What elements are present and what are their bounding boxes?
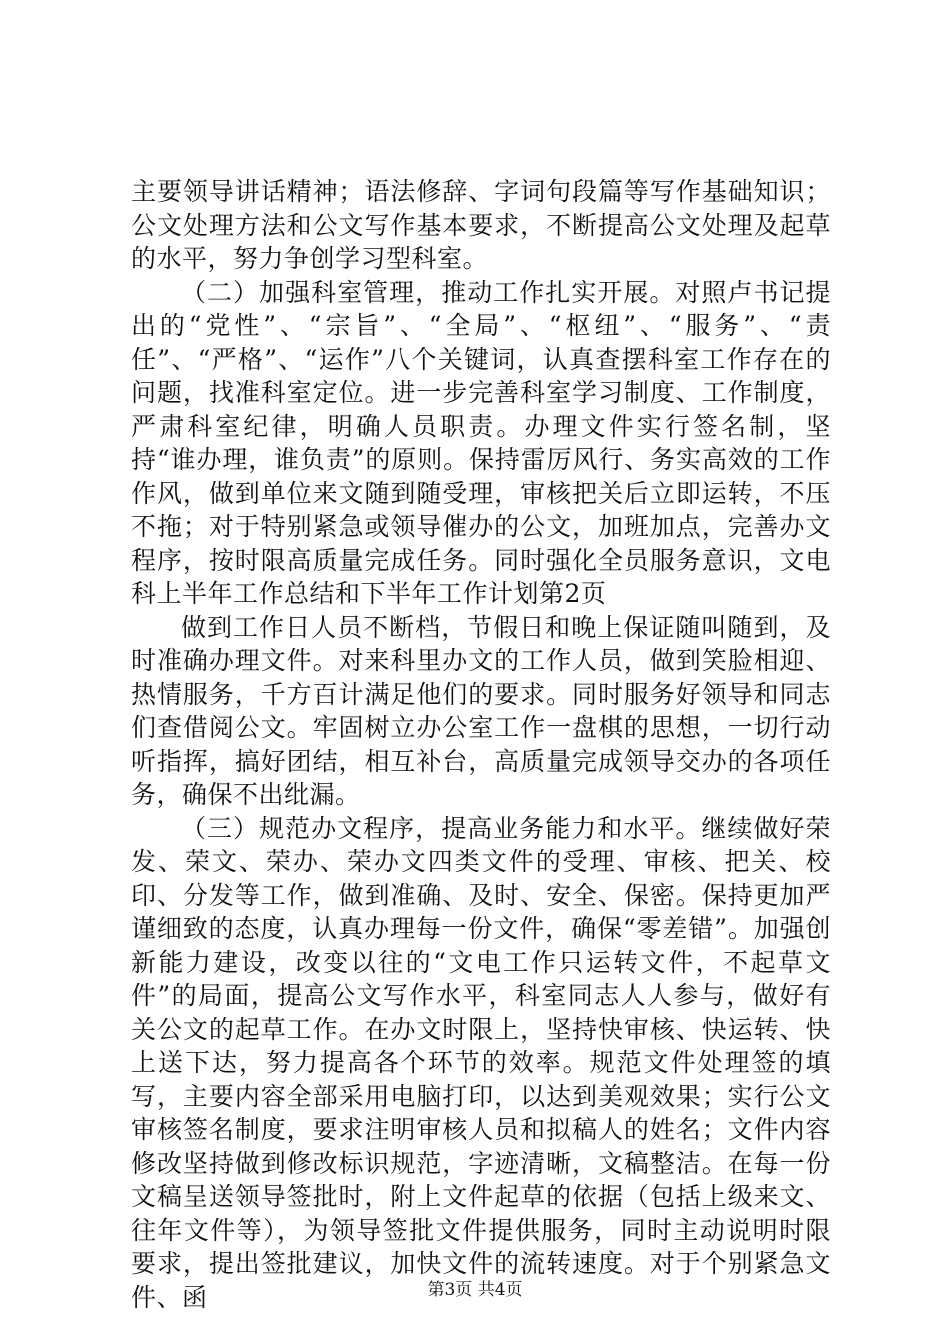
page-footer: 第3页 共4页 xyxy=(427,1280,523,1300)
document-body xyxy=(131,175,831,1314)
paragraph-4: （三）规范办文程序，提高业务能力和水平。继续做好荣发、荣文、荣办、荣办文四类文件的受理、审核、把关、校印、分发等工作，做到准确、及时、安全、保密。保持更加严谨细致的态度，认真办理每一份文件，确保“零差错”。加强创新能力建设，改变以往的“文电工作只运转文件，不起草文件”的局面，提高公文写作水平，科室同志人人参与，做好有关公文的起草工作。在办文时限上，坚持快审核、快运转、快上送下达，努力提高各个环节的效率。规范文件处理签的填写，主要内容全部采用电脑打印，以达到美观效果；实行公文审核签名制度，要求注明审核人员和拟稿人的姓名；文件内容修改坚持做到修改标识规范，字迹清晰，文稿整洁。在每一份文稿呈送领导签批时，附上文件起草的依据（包括上级来文、往年文件等），为领导签批文件提供服务，同时主动说明时限要求，提出签批建议，加快文件的流转速度。对于个别紧急文件、函 xyxy=(131,813,831,1312)
paragraph-2: （二）加强科室管理，推动工作扎实开展。对照卢书记提出的“党性”、“宗旨”、“全局”、“枢纽”、“服务”、“责任”、“严格”、“运作”八个关键词，认真查摆科室工作存在的问题，找准科室定位。进一步完善科室学习制度、工作制度，严肃科室纪律，明确人员职责。办理文件实行签名制，坚持“谁办理，谁负责”的原则。保持雷厉风行、务实高效的工作作风，做到单位来文随到随受理，审核把关后立即运转，不压不拖；对于特别紧急或领导催办的公文，加班加点，完善办文程序，按时限高质量完成任务。同时强化全员服务意识，文电科上半年工作总结和下半年工作计划第2页 xyxy=(131,277,831,608)
paragraph-1: 主要领导讲话精神；语法修辞、字词句段篇等写作基础知识；公文处理方法和公文写作基本要求，不断提高公文处理及起草的水平，努力争创学习型科室。 xyxy=(131,177,831,273)
paragraph-3: 做到工作日人员不断档，节假日和晚上保证随叫随到，及时准确办理文件。对来科里办文的工作人员，做到笑脸相迎、热情服务，千方百计满足他们的要求。同时服务好领导和同志们查借阅公文。牢固树立办公室工作一盘棋的思想，一切行动听指挥，搞好团结，相互补台，高质量完成领导交办的各项任务，确保不出纰漏。 xyxy=(131,612,831,809)
